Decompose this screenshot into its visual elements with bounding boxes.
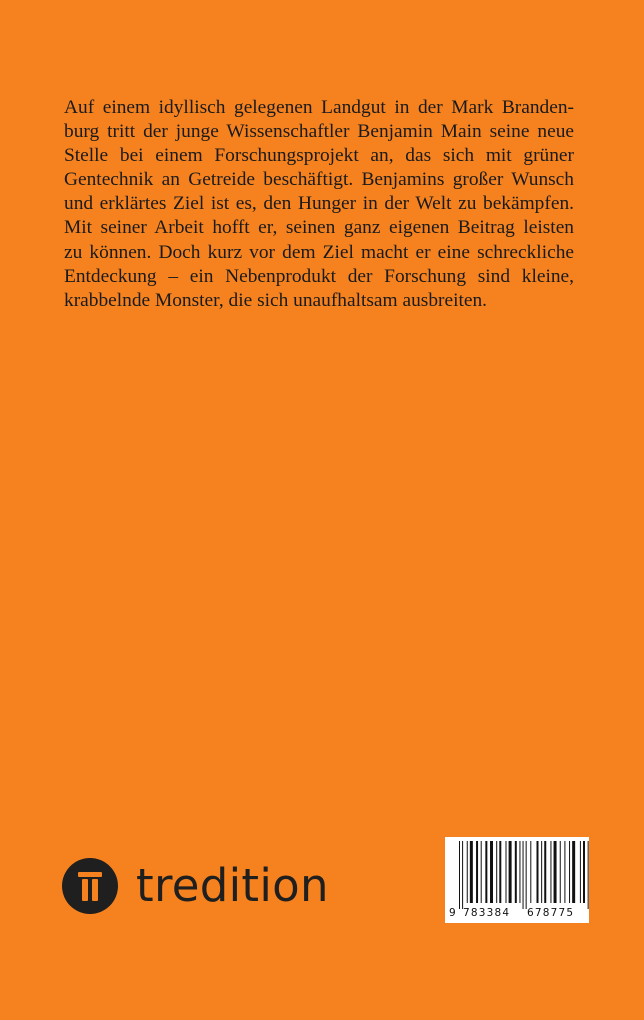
barcode-bar <box>515 841 517 903</box>
barcode-bar <box>496 841 497 903</box>
barcode-bar <box>544 841 546 903</box>
barcode-bar <box>564 841 565 903</box>
blurb-line: Gentechnik an Getreide beschäftigt. Benjamins großer Wunsch <box>64 169 574 191</box>
barcode-bar <box>523 841 524 909</box>
barcode-bar <box>583 841 585 903</box>
barcode-bar <box>560 841 561 903</box>
barcode-bar <box>526 841 527 909</box>
barcode-bar <box>530 841 531 903</box>
blurb-line: zu können. Doch kurz vor dem Ziel macht er eine schreckliche <box>64 241 574 263</box>
barcode-right-digits: 678775 <box>527 907 575 919</box>
barcode-bar <box>519 841 520 903</box>
barcode-bar <box>572 841 575 903</box>
barcode-digits <box>445 906 589 920</box>
barcode-bar <box>537 841 539 903</box>
barcode-bar <box>467 841 468 903</box>
tredition-t-logo-icon <box>62 858 118 914</box>
barcode-lead-digit: 9 <box>449 907 456 919</box>
barcode-bar <box>470 841 473 903</box>
barcode-bar <box>588 841 589 909</box>
blurb-text <box>64 96 574 313</box>
barcode-left-digits: 783384 <box>463 907 511 919</box>
blurb-line: krabbelnde Monster, die sich unaufhaltsam ausbreiten. <box>64 289 487 311</box>
blurb-line: Stelle bei einem Forschungsprojekt an, das sich mit grüner <box>64 145 574 167</box>
blurb-line: Entdeckung – ein Nebenprodukt der Forschung sind kleine, <box>64 265 574 287</box>
barcode-bar <box>459 841 460 909</box>
publisher-logo <box>62 857 329 915</box>
barcode-bar <box>506 841 507 903</box>
barcode-bar <box>490 841 493 903</box>
barcode-bar <box>550 841 551 903</box>
barcode-bar <box>481 841 482 903</box>
barcode-bar <box>462 841 463 909</box>
barcode-bar <box>580 841 581 903</box>
barcode-bar <box>569 841 570 903</box>
blurb-line: Auf einem idyllisch gelegenen Landgut in der Mark Branden- <box>64 97 574 118</box>
barcode-bar <box>509 841 512 903</box>
barcode-bar <box>476 841 478 903</box>
blurb-line: und erklärtes Ziel ist es, den Hunger in der Welt zu bekämpfen. <box>64 193 574 215</box>
isbn-barcode <box>445 837 589 923</box>
publisher-name: tredition <box>136 859 329 912</box>
blurb-line: Mit seiner Arbeit hofft er, seinen ganz eigenen Beitrag leisten <box>64 217 574 239</box>
barcode-bar <box>541 841 542 903</box>
barcode-bar <box>554 841 557 903</box>
barcode-bar <box>485 841 487 903</box>
blurb-line: burg tritt der junge Wissenschaftler Benjamin Main seine neue <box>64 121 574 143</box>
barcode-bar <box>499 841 501 903</box>
